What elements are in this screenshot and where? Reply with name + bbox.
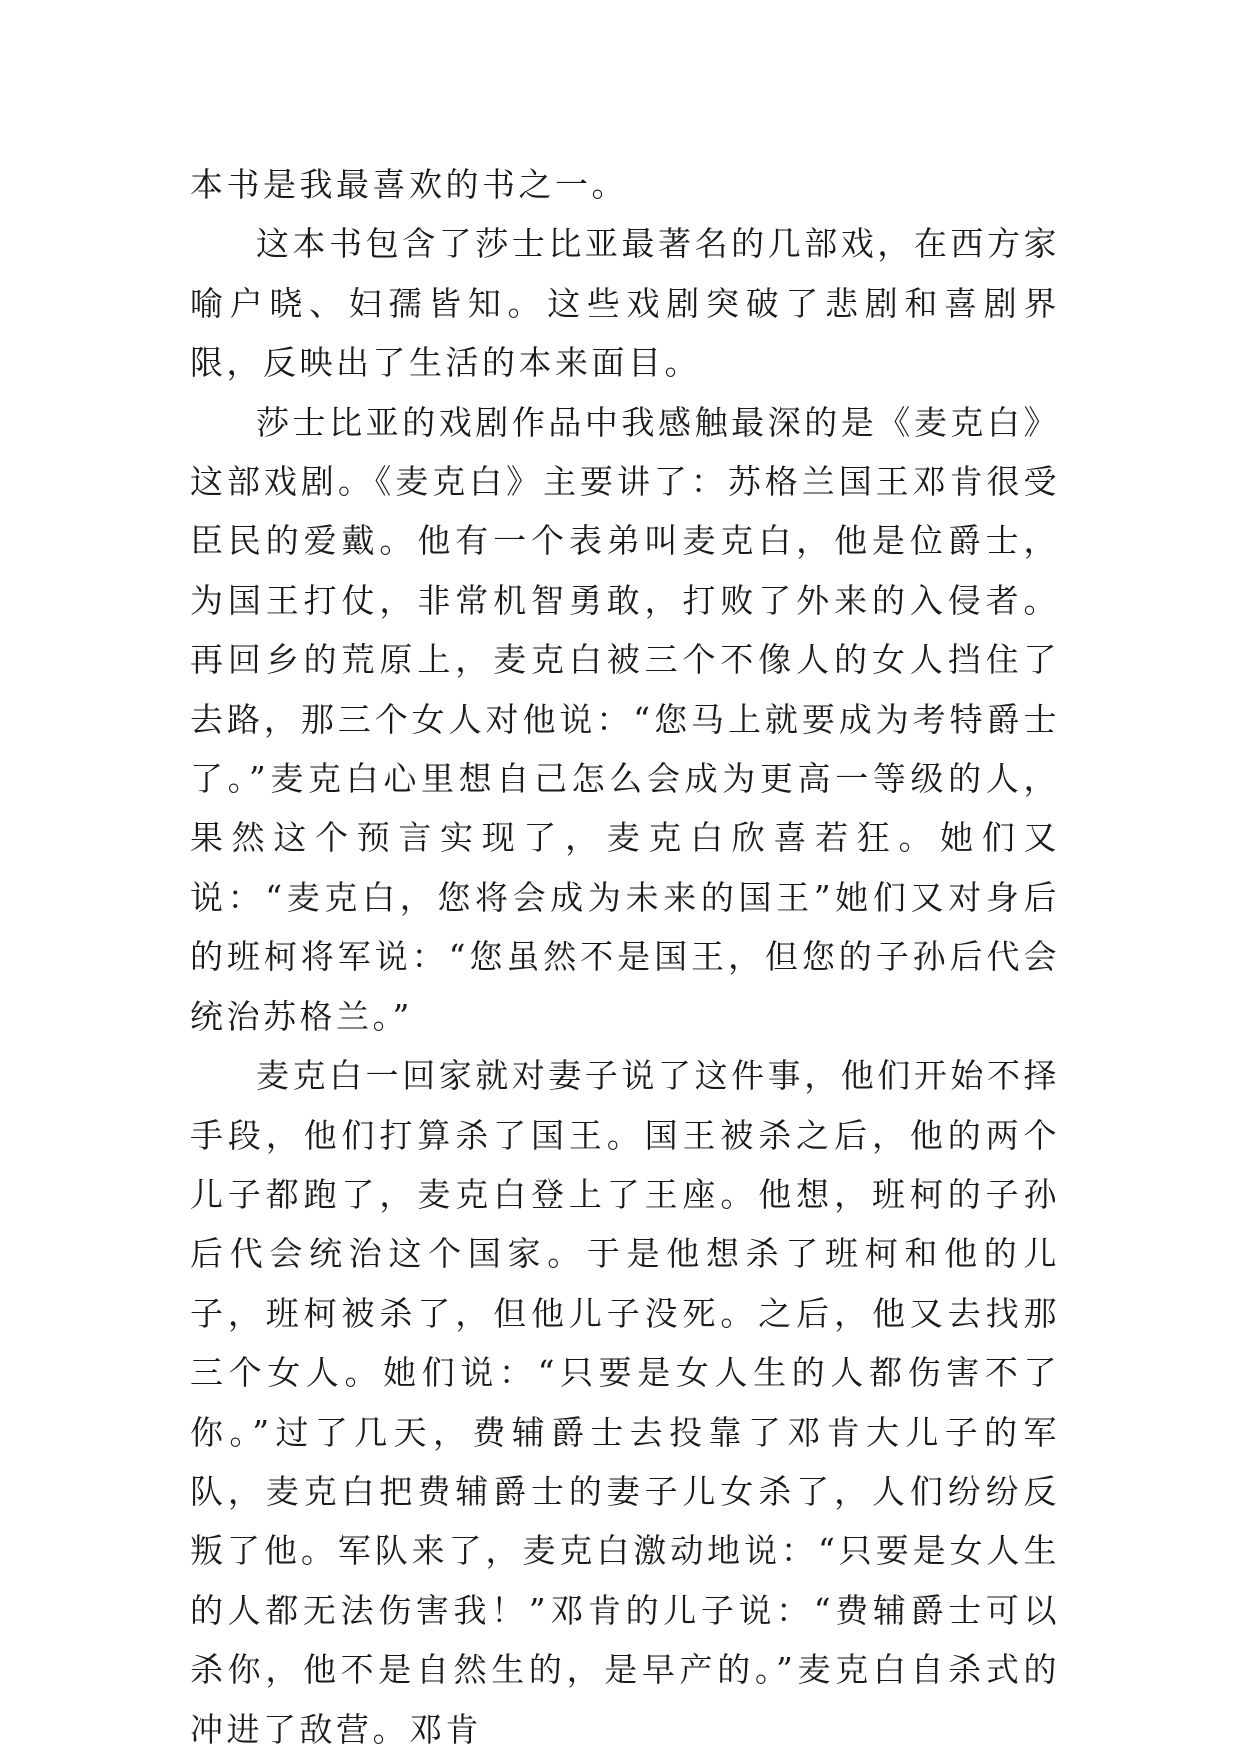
- body-text: [190, 155, 1060, 1759]
- paragraph-macbeth-plot: 麦克白一回家就对妻子说了这件事，他们开始不择手段，他们打算杀了国王。国王被杀之后，他的两个儿子都跑了，麦克白登上了王座。他想，班柯的子孙后代会统治这个国家。于是他想杀了班柯和他的儿子，班柯被杀了，但他儿子没死。之后，他又去找那三个女人。她们说：“只要是女人生的人都伤害不了你。”过了几天，费辅爵士去投靠了邓肯大儿子的军队，麦克白把费辅爵士的妻子儿女杀了，人们纷纷反叛了他。军队来了，麦克白激动地说：“只要是女人生的人都无法伤害我！”邓肯的儿子说：“费辅爵士可以杀你，他不是自然生的，是早产的。”麦克白自杀式的冲进了敌营。邓肯: [190, 1056, 1060, 1749]
- paragraph-macbeth-summary: 莎士比亚的戏剧作品中我感触最深的是《麦克白》这部戏剧。《麦克白》主要讲了：苏格兰国王邓肯很受臣民的爱戴。他有一个表弟叫麦克白，他是位爵士，为国王打仗，非常机智勇敢，打败了外来的入侵者。再回乡的荒原上，麦克白被三个不像人的女人挡住了去路，那三个女人对他说：“您马上就要成为考特爵士了。”麦克白心里想自己怎么会成为更高一等级的人，果然这个预言实现了，麦克白欣喜若狂。她们又说：“麦克白，您将会成为未来的国王”她们又对身后的班柯将军说：“您虽然不是国王，但您的子孙后代会统治苏格兰。”: [190, 402, 1060, 1036]
- paragraph-intro: 这本书包含了莎士比亚最著名的几部戏，在西方家喻户晓、妇孺皆知。这些戏剧突破了悲剧和喜剧界限，反映出了生活的本来面目。: [190, 224, 1060, 383]
- paragraph-continuation: 本书是我最喜欢的书之一。: [190, 165, 628, 204]
